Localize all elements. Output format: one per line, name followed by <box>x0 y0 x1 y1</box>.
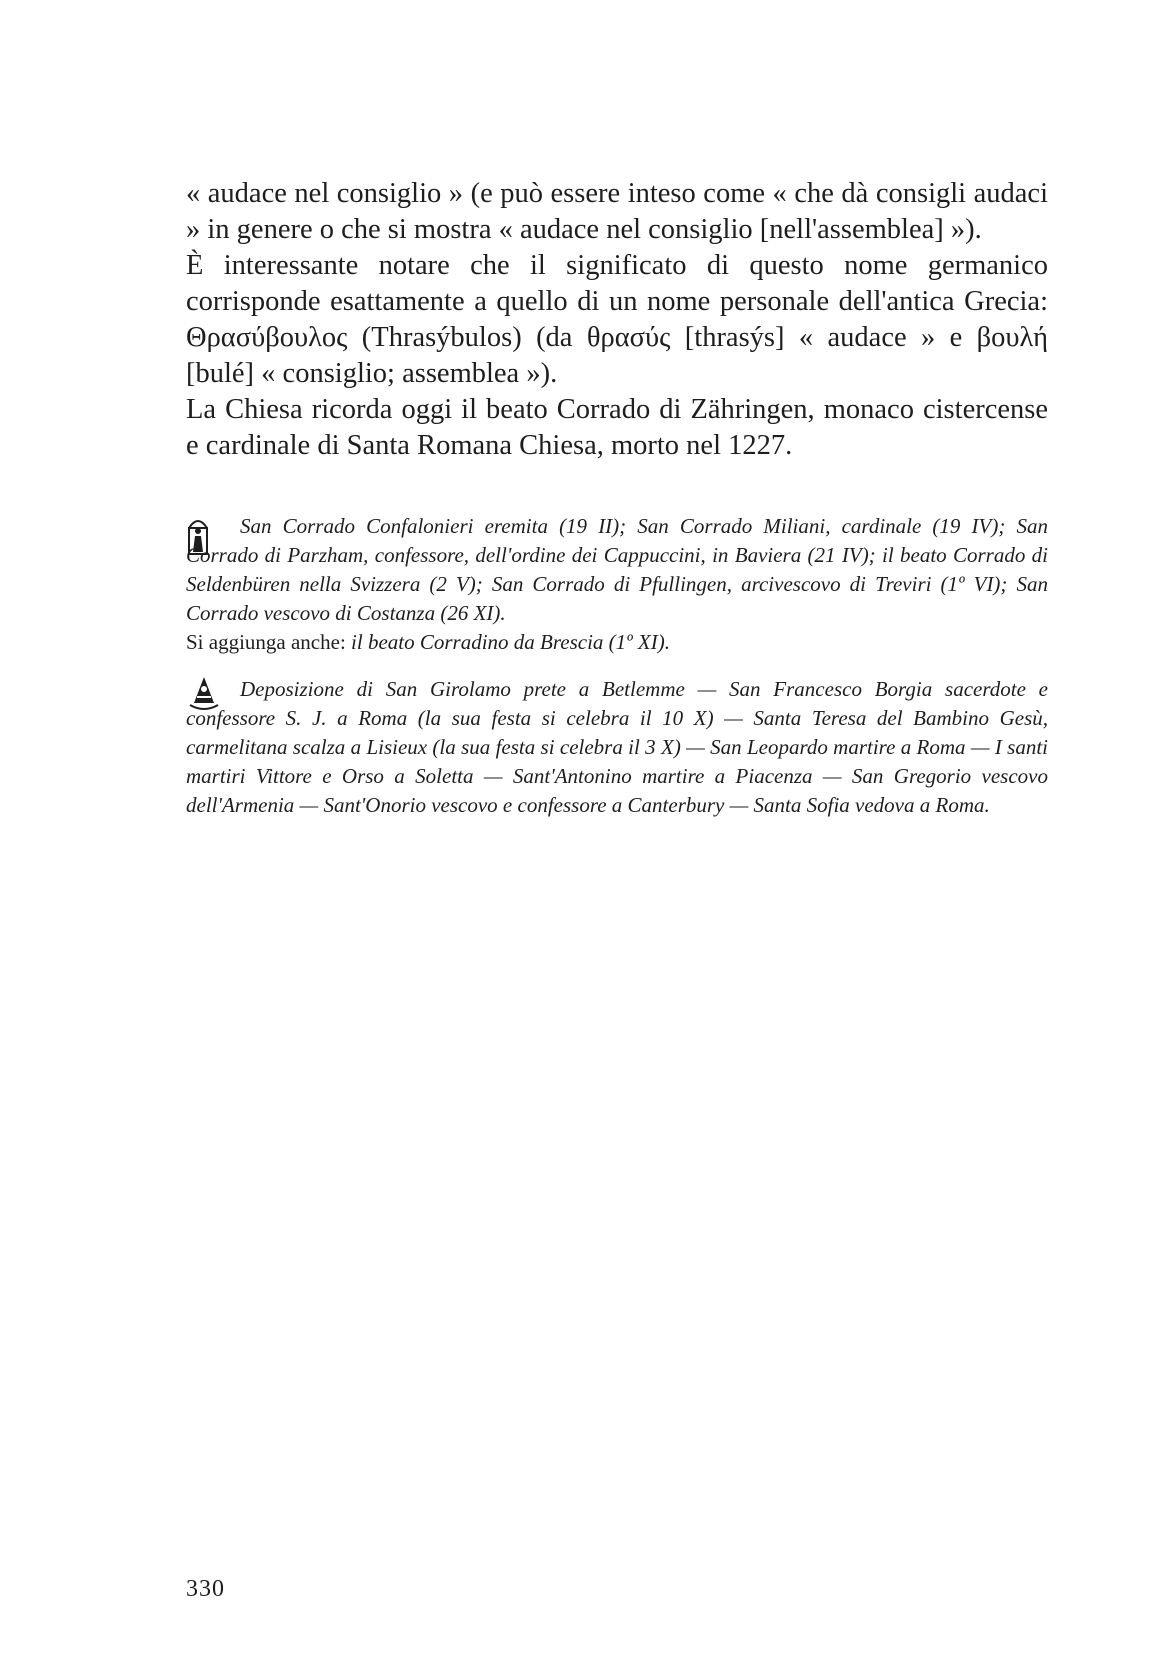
saints-note-text: San Corrado Confalonieri eremita (19 II); San Corrado Miliani, cardinale (19 IV); San Corrado di Parzham, confessore, dell'ordine dei Cappuccini, in Baviera (21 IV); il beato Corrado di Seldenbüren nella Svizzera (2 V); San Corrado di Pfullingen, arcivescovo di Treviri (1º VI); San Corrado vescovo di Costanza (26 XI). <box>186 514 1048 625</box>
calendar-note <box>186 675 1048 820</box>
addition-label: Si aggiunga anche: <box>186 630 346 654</box>
paragraph-meaning: « audace nel consiglio » (e può essere inteso come « che dà consigli audaci » in genere o che si mostra « audace nel consiglio [nell'assemblea] »). <box>186 178 1048 245</box>
paragraph-feast: La Chiesa ricorda oggi il beato Corrado di Zähringen, monaco cistercense e cardinale di Santa Romana Chiesa, morto nel 1227. <box>186 394 1048 461</box>
page-number: 330 <box>186 1576 225 1602</box>
paragraph-greek-comparison: È interessante notare che il significato di questo nome germanico corrisponde esattamente a quello di un nome personale dell'antica Grecia: Θρασύβουλος (Thrasýbulos) (da θρασύς [thrasýs] « audace » e βουλή [bulé] « consiglio; assemblea »). <box>186 250 1048 389</box>
addition-text: il beato Corradino da Brescia (1º XI). <box>351 630 670 654</box>
calendar-note-text: Deposizione di San Girolamo prete a Betlemme — San Francesco Borgia sacerdote e confessore S. J. a Roma (la sua festa si celebra il 10 X) — Santa Teresa del Bambino Gesù, carmelitana scalza a Lisieux (la sua festa si celebra il 3 X) — San Leopardo martire a Roma — I santi martiri Vittore e Orso a Soletta — Sant'Antonino martire a Piacenza — San Gregorio vescovo dell'Armenia — Sant'Onorio vescovo e confessore a Canterbury — Santa Sofia vedova a Roma. <box>186 677 1048 817</box>
saints-note <box>186 512 1048 657</box>
body-text <box>186 176 1048 464</box>
saints-note-addition <box>186 628 1048 657</box>
